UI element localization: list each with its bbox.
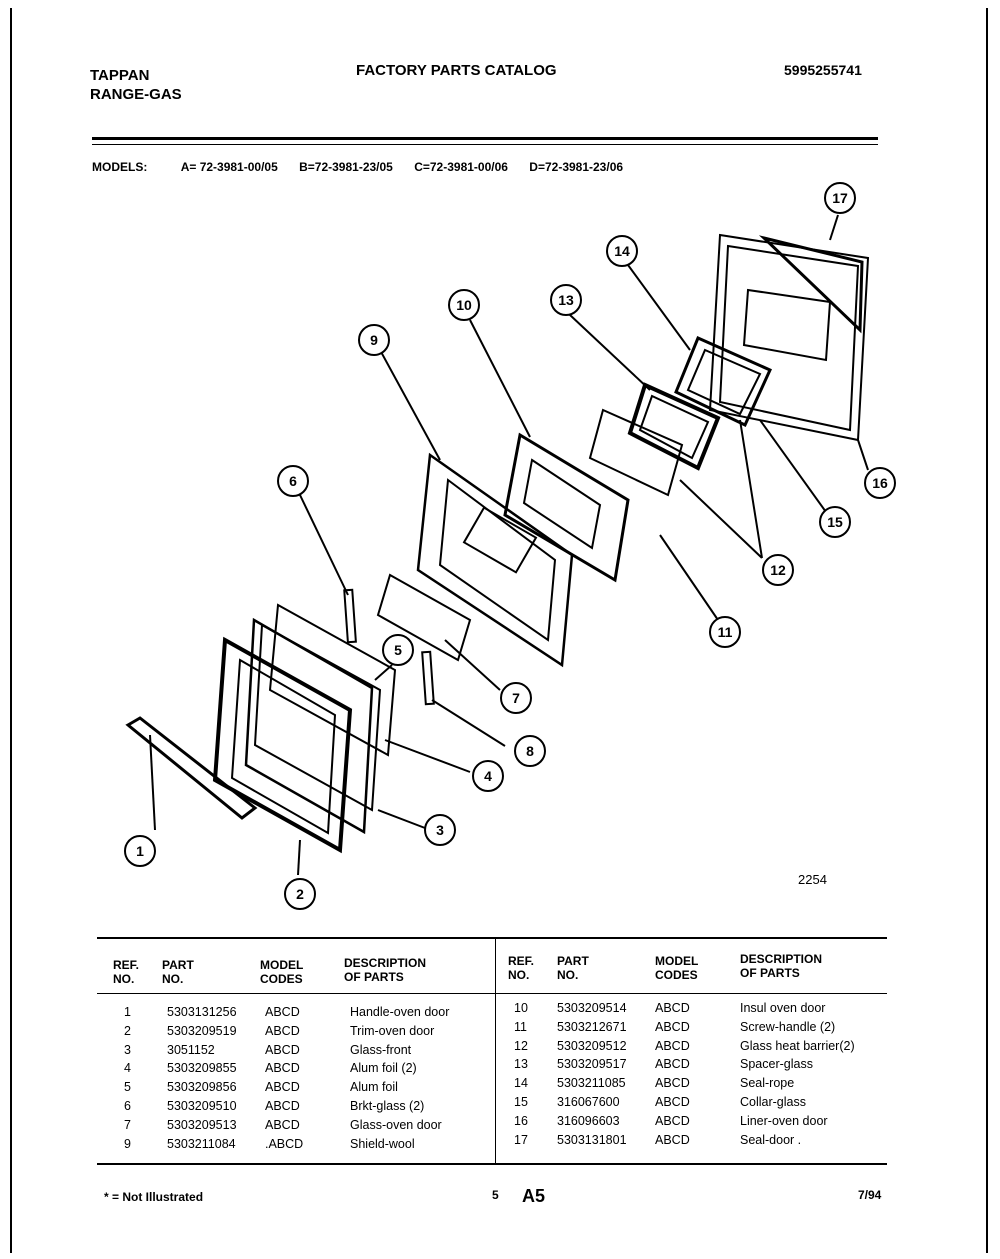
callout-label-1: 1: [136, 843, 144, 859]
cell-model: ABCD: [265, 1023, 300, 1038]
cell-model: ABCD: [265, 1042, 300, 1057]
cell-desc: Handle-oven door: [350, 1005, 450, 1019]
page-border-right: [986, 8, 988, 1253]
cell-model: ABCD: [265, 1099, 300, 1113]
table-row: [118, 1137, 498, 1155]
callout-12: [763, 555, 793, 585]
cell-ref: 6: [124, 1099, 131, 1113]
callout-1: [125, 836, 155, 866]
cell-part: 5303131256: [167, 1005, 237, 1019]
part-bracket-6a: [344, 590, 356, 642]
section-code: A5: [522, 1186, 546, 1206]
callout-15: [820, 507, 850, 537]
cell-model: ABCD: [655, 1076, 690, 1091]
cell-ref: 16: [514, 1113, 528, 1128]
cell-desc: Alum foil: [350, 1080, 398, 1095]
cell-part: 5303212671: [557, 1019, 627, 1034]
table-row: [508, 1133, 888, 1151]
model-a: A= 72-3981-00/05: [180, 160, 278, 174]
part-liner-seal-17: [710, 235, 868, 440]
cell-ref: 7: [124, 1117, 131, 1132]
table-row: [118, 1080, 498, 1098]
callout-6-left: [278, 466, 308, 496]
cell-desc: Seal-rope: [740, 1076, 795, 1091]
callout-label-7: 7: [512, 690, 520, 706]
cell-part: 316096603: [557, 1113, 620, 1128]
callout-label-4: 4: [484, 768, 492, 784]
callout-17: [825, 183, 855, 213]
cell-ref: 2: [124, 1023, 131, 1038]
callout-11: [710, 617, 740, 647]
callout-label-2: 2: [296, 886, 304, 902]
callout-label-13: 13: [558, 292, 574, 308]
table-row: [508, 1114, 888, 1132]
callout-9: [359, 325, 389, 355]
table-bottom-rule: [97, 1163, 887, 1165]
callout-7: [501, 683, 531, 713]
cell-desc: Insul oven door: [740, 1001, 826, 1015]
cell-model: ABCD: [655, 1057, 690, 1072]
callout-label-17: 17: [832, 190, 848, 206]
callout-label-16: 16: [872, 475, 888, 491]
cell-model: ABCD: [655, 1038, 690, 1053]
callout-2: [285, 879, 315, 909]
header-part-left: PART NO.: [162, 958, 194, 986]
document-number: 5995255741: [784, 62, 862, 78]
models-label: MODELS:: [92, 160, 148, 174]
model-d: D=72-3981-23/06: [529, 160, 624, 174]
table-row: [118, 1005, 498, 1023]
cell-model: ABCD: [655, 1132, 690, 1147]
cell-desc: Glass-oven door: [350, 1117, 442, 1132]
cell-model: ABCD: [655, 1095, 690, 1109]
cell-ref: 12: [514, 1038, 528, 1053]
figure-number: 2254: [798, 872, 827, 887]
callout-3: [425, 815, 455, 845]
cell-desc: Spacer-glass: [740, 1057, 813, 1072]
cell-part: 5303209856: [167, 1080, 237, 1095]
exploded-parts-diagram: [100, 175, 920, 935]
cell-ref: 14: [514, 1076, 528, 1091]
cell-model: ABCD: [265, 1117, 300, 1132]
header-ref-right: REF. NO.: [508, 954, 535, 982]
header-desc-right: DESCRIPTION OF PARTS: [740, 952, 823, 980]
header-model-left: MODEL CODES: [260, 958, 304, 986]
callout-14: [607, 236, 637, 266]
cell-part: 316067600: [557, 1095, 620, 1109]
cell-model: ABCD: [655, 1113, 690, 1128]
callout-label-15: 15: [827, 514, 843, 530]
callout-label-12: 12: [770, 562, 786, 578]
table-row: [118, 1024, 498, 1042]
table-row: [118, 1061, 498, 1079]
callout-label-3: 3: [436, 822, 444, 838]
callout-label-6: 6: [289, 473, 297, 489]
header-desc-left: DESCRIPTION OF PARTS: [344, 956, 427, 984]
cell-model: ABCD: [265, 1080, 300, 1095]
brand-block: [90, 66, 182, 104]
callout-label-10: 10: [456, 297, 472, 313]
callout-label-14: 14: [614, 243, 630, 259]
cell-desc: Glass-front: [350, 1042, 412, 1057]
cell-part: 5303211084: [167, 1136, 236, 1151]
cell-part: 5303209855: [167, 1061, 237, 1076]
cell-model: ABCD: [265, 1005, 300, 1019]
callout-4: [473, 761, 503, 791]
cell-desc: Liner-oven door: [740, 1113, 828, 1128]
cell-model: .ABCD: [265, 1136, 304, 1151]
cell-desc: Alum foil (2): [350, 1061, 417, 1076]
cell-ref: 10: [514, 1001, 528, 1015]
cell-ref: 17: [514, 1132, 528, 1147]
cell-part: 5303209517: [557, 1057, 627, 1072]
page-number: 5: [492, 1188, 499, 1202]
cell-ref: 5: [124, 1080, 131, 1095]
table-row: [508, 1001, 888, 1019]
model-c: C=72-3981-00/06: [414, 160, 508, 174]
cell-model: ABCD: [655, 1019, 690, 1034]
footnote: * = Not Illustrated: [104, 1190, 204, 1204]
callout-16: [865, 468, 895, 498]
diagram-callouts: [125, 183, 895, 909]
brand-name: TAPPAN: [90, 67, 150, 84]
table-top-rule: [97, 937, 887, 939]
print-date: 7/94: [858, 1188, 882, 1202]
cell-desc: Shield-wool: [350, 1136, 415, 1151]
cell-ref: 11: [514, 1019, 527, 1034]
cell-part: 5303209513: [167, 1117, 237, 1132]
table-row: [508, 1057, 888, 1075]
callout-13: [551, 285, 581, 315]
model-b: B=72-3981-23/05: [299, 160, 393, 174]
cell-model: ABCD: [265, 1061, 300, 1076]
callout-label-5: 5: [394, 642, 402, 658]
table-row: [118, 1118, 498, 1136]
cell-part: 3051152: [167, 1042, 215, 1057]
cell-ref: 4: [124, 1061, 131, 1076]
models-line: [92, 160, 641, 174]
table-header-rule: [97, 993, 887, 994]
header-part-right: PART NO.: [557, 954, 589, 982]
catalog-title: FACTORY PARTS CATALOG: [356, 62, 557, 79]
cell-desc: Trim-oven door: [350, 1023, 435, 1038]
callout-label-11: 11: [717, 624, 733, 640]
cell-desc: Screw-handle (2): [740, 1019, 836, 1034]
cell-ref: 9: [124, 1136, 131, 1151]
cell-desc: Seal-door .: [740, 1132, 802, 1147]
table-row: [508, 1076, 888, 1094]
cell-desc: Collar-glass: [740, 1095, 806, 1109]
cell-part: 5303211085: [557, 1076, 626, 1091]
cell-ref: 3: [124, 1042, 131, 1057]
cell-part: 5303209514: [557, 1001, 627, 1015]
part-bracket-6b: [422, 652, 434, 704]
cell-ref: 13: [514, 1057, 528, 1072]
cell-ref: 1: [124, 1005, 131, 1019]
cell-part: 5303131801: [557, 1132, 627, 1147]
callout-5: [383, 635, 413, 665]
cell-ref: 15: [514, 1095, 528, 1109]
header-rule: [92, 137, 878, 140]
page-border-left: [10, 8, 12, 1253]
callout-label-8: 8: [526, 743, 534, 759]
table-row: [508, 1039, 888, 1057]
cell-part: 5303209519: [167, 1023, 237, 1038]
callout-label-9: 9: [370, 332, 378, 348]
table-row: [508, 1095, 888, 1113]
cell-part: 5303209510: [167, 1099, 237, 1113]
header-model-right: MODEL CODES: [655, 954, 699, 982]
header-ref-left: REF. NO.: [113, 958, 140, 986]
table-row: [508, 1020, 888, 1038]
callout-6-right: [515, 736, 545, 766]
cell-model: ABCD: [655, 1001, 690, 1015]
cell-part: 5303209512: [557, 1038, 627, 1053]
product-type: RANGE-GAS: [90, 86, 182, 103]
callout-10: [449, 290, 479, 320]
table-row: [118, 1099, 498, 1117]
cell-desc: Glass heat barrier(2): [740, 1038, 855, 1053]
header-rule-thin: [92, 144, 878, 145]
cell-desc: Brkt-glass (2): [350, 1099, 425, 1113]
table-row: [118, 1043, 498, 1061]
